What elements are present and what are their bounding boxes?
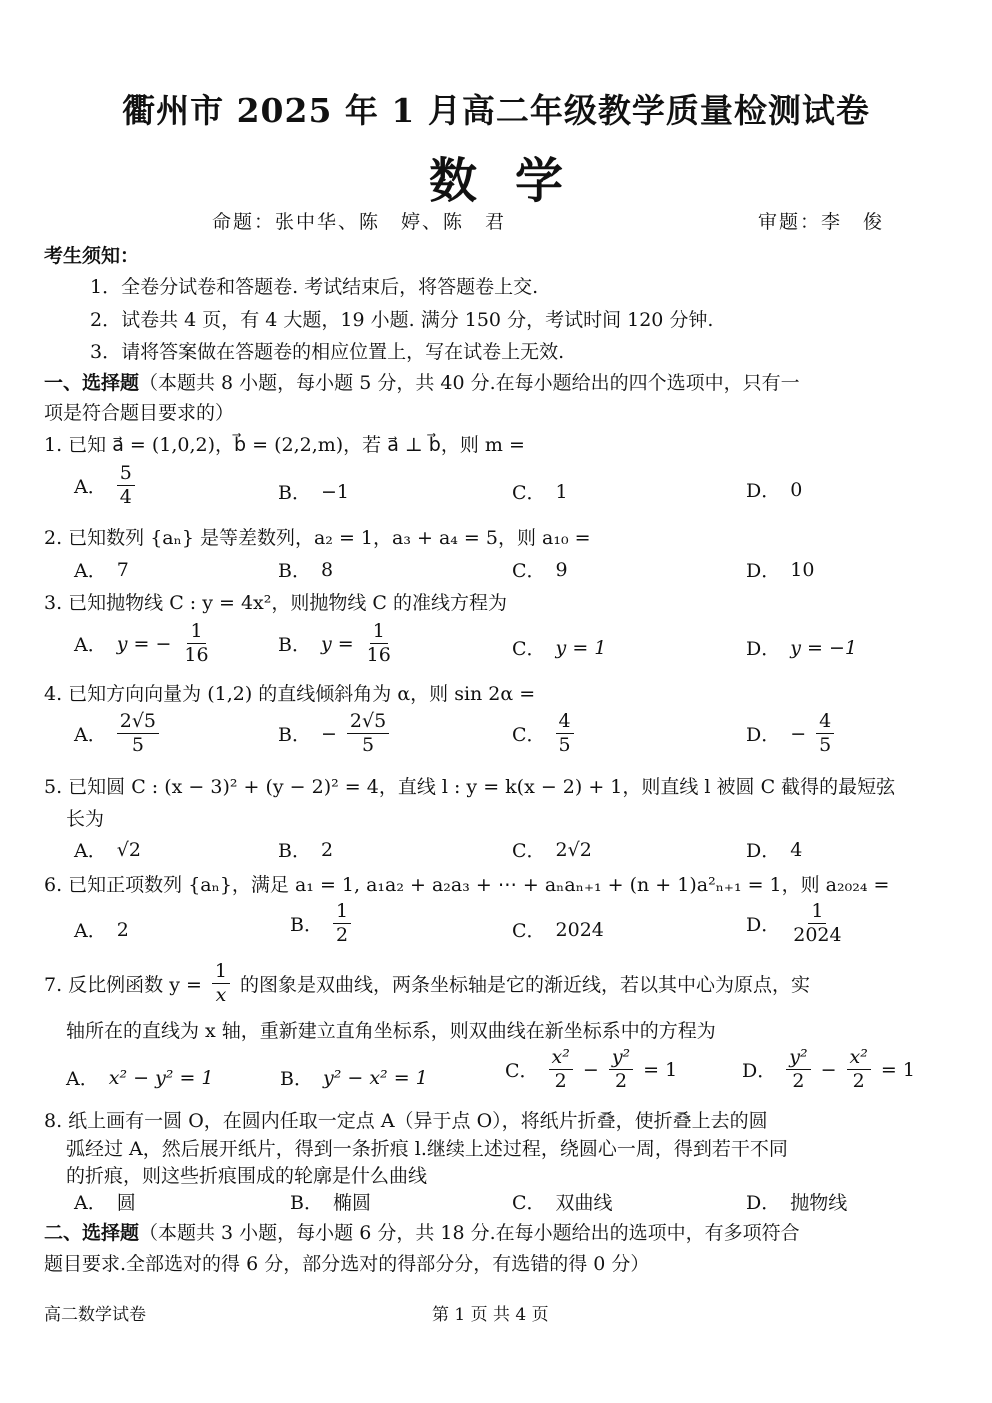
option-value: 0: [790, 478, 803, 501]
option-value: 10: [790, 558, 815, 581]
fraction: [609, 1048, 633, 1091]
option-label: D．: [746, 560, 781, 582]
option-label: B．: [290, 1192, 323, 1214]
denominator: 16: [366, 644, 391, 666]
fraction: [556, 712, 574, 755]
q5-option-d: [746, 836, 802, 863]
numerator: 1: [212, 962, 230, 984]
fraction: [117, 464, 135, 507]
option-label: C．: [512, 638, 546, 660]
option-label: D．: [746, 638, 781, 660]
q8-option-a: [74, 1188, 136, 1215]
fraction: [847, 1048, 871, 1091]
q1-option-a: [74, 464, 135, 507]
q3-option-b: [278, 622, 394, 665]
reviewer-line: 审题：李 俊: [758, 211, 885, 233]
q2-option-d: [746, 556, 814, 583]
section1-title: 一、选择题: [44, 372, 140, 394]
minus-sign: −: [582, 1058, 599, 1081]
minus-sign: −: [820, 1058, 837, 1081]
denominator: 2: [335, 924, 349, 946]
footer-left: 高二数学试卷: [44, 1305, 146, 1325]
numerator: x²: [847, 1048, 871, 1070]
q7-option-d: [742, 1048, 915, 1091]
denominator: 16: [184, 644, 209, 666]
option-label: D．: [742, 1060, 777, 1082]
fraction: [347, 712, 389, 755]
option-label: D．: [746, 480, 781, 502]
fraction: [786, 1048, 810, 1091]
notice-heading: 考生须知：: [44, 245, 140, 267]
q2-option-a: [74, 556, 129, 583]
option-label: B．: [290, 914, 323, 936]
option-value: 抛物线: [790, 1192, 848, 1214]
question-5: 5. 已知圆 C : (x − 3)² + (y − 2)² = 4，直线 l : y = k(x − 2) + 1，则直线 l 被圆 C 截得的最短弦: [44, 776, 896, 798]
option-label: A．: [66, 1068, 99, 1090]
q6-option-b: [290, 902, 351, 945]
fraction: [790, 902, 844, 945]
option-prefix: y =: [320, 632, 354, 655]
numerator: y²: [609, 1048, 633, 1070]
q5-option-a: [74, 836, 141, 863]
notice-item: 2．试卷共 4 页，有 4 大题，19 小题. 满分 150 分，考试时间 120 分钟.: [90, 309, 714, 331]
option-value: 2: [116, 918, 129, 941]
q4-option-b: [278, 712, 389, 755]
option-label: C．: [512, 560, 546, 582]
notice-item: 3．请将答案做在答题卷的相应位置上，写在试卷上无效.: [90, 341, 565, 363]
q7-option-b: [280, 1064, 428, 1091]
option-label: A．: [74, 1192, 107, 1214]
q5-option-b: [278, 836, 333, 863]
option-label: A．: [74, 560, 107, 582]
q1-option-b: [278, 478, 349, 505]
numerator: 1: [808, 902, 826, 924]
section1-desc: （本题共 8 小题，每小题 5 分，共 40 分.在每小题给出的四个选项中，只有一: [139, 372, 800, 394]
section1-desc-2: 项是符合题目要求的）: [44, 402, 235, 424]
question-5-line2: 长为: [66, 808, 105, 830]
option-value: 4: [790, 838, 803, 861]
q2-option-c: [512, 556, 568, 583]
q6-option-c: [512, 916, 604, 943]
option-value: 7: [116, 558, 129, 581]
fraction: [816, 712, 834, 755]
option-label: C．: [512, 724, 546, 746]
option-label: A．: [74, 476, 107, 498]
q7-option-c: [505, 1048, 677, 1091]
numerator: x²: [549, 1048, 573, 1070]
denominator: 2024: [793, 924, 842, 946]
numerator: 1: [187, 622, 205, 644]
subject-title: 数学: [428, 153, 601, 209]
q1-option-c: [512, 478, 568, 505]
option-value: 8: [320, 558, 334, 581]
q1-option-d: [746, 476, 802, 503]
option-label: B．: [278, 634, 311, 656]
option-label: C．: [512, 840, 546, 862]
option-label: A．: [74, 634, 107, 656]
option-label: B．: [280, 1068, 313, 1090]
question-6: 6. 已知正项数列 {aₙ}，满足 a₁ = 1, a₁a₂ + a₂a₃ + ⋯ + aₙaₙ₊₁ + (n + 1)a²ₙ₊₁ = 1，则 a₂₀₂₄ =: [44, 874, 890, 896]
question-7: [44, 962, 810, 1005]
q3-option-d: [746, 634, 857, 661]
section2-title: 二、选择题: [44, 1222, 140, 1244]
option-prefix: −: [790, 722, 807, 745]
numerator: 4: [816, 712, 834, 734]
option-label: D．: [746, 1192, 781, 1214]
option-value: y = 1: [555, 636, 607, 659]
denominator: 2: [614, 1070, 628, 1092]
option-value: x² − y² = 1: [108, 1066, 214, 1089]
section2-desc: （本题共 3 小题，每小题 6 分，共 18 分.在每小题给出的选项中，有多项符合: [139, 1222, 800, 1244]
numerator: 1: [333, 902, 351, 924]
question-8-line2: 弧经过 A，然后展开纸片，得到一条折痕 l.继续上述过程，绕圆心一周，得到若干不同: [66, 1138, 788, 1160]
q4-option-d: [746, 712, 834, 755]
numerator: 2√5: [347, 712, 389, 734]
option-value: 双曲线: [555, 1192, 613, 1214]
denominator: 2: [554, 1070, 567, 1092]
q8-option-d: [746, 1188, 847, 1215]
page-number: 第 1 页 共 4 页: [432, 1305, 549, 1325]
fraction: [364, 622, 394, 665]
numerator: 5: [117, 464, 135, 486]
option-label: D．: [746, 724, 781, 746]
denominator: 5: [558, 734, 571, 756]
q7-option-a: [66, 1064, 214, 1091]
q3-option-c: [512, 634, 606, 661]
option-value: 1: [555, 480, 568, 503]
fraction: [549, 1048, 573, 1091]
option-prefix: y = −: [116, 632, 172, 655]
section2-heading: [44, 1218, 800, 1245]
option-label: B．: [278, 482, 311, 504]
question-8-line3: 的折痕，则这些折痕围成的轮廓是什么曲线: [66, 1165, 428, 1187]
q3-option-a: [74, 622, 212, 665]
question-1: 1. 已知 a⃗ = (1,0,2)，b⃗ = (2,2,m)，若 a⃗ ⊥ b⃗，则 m =: [44, 434, 525, 456]
section2-desc-2: 题目要求.全部选对的得 6 分，部分选对的得部分分，有选错的得 0 分）: [44, 1253, 650, 1275]
option-value: 椭圆: [332, 1192, 371, 1214]
question-4: 4. 已知方向向量为 (1,2) 的直线倾斜角为 α，则 sin 2α =: [44, 683, 536, 705]
option-value: 2: [320, 838, 334, 861]
option-label: A．: [74, 840, 107, 862]
option-value: y = −1: [790, 636, 857, 659]
section1-heading: [44, 368, 800, 395]
option-label: A．: [74, 920, 107, 942]
fraction: [181, 622, 211, 665]
question-2: 2. 已知数列 {aₙ} 是等差数列，a₂ = 1，a₃ + a₄ = 5，则 a₁₀ =: [44, 527, 591, 549]
fraction: [333, 902, 351, 945]
q4-option-c: [512, 712, 574, 755]
denominator: 5: [819, 734, 832, 756]
option-value: √2: [116, 838, 141, 861]
question-7-line2: 轴所在的直线为 x 轴，重新建立直角坐标系，则双曲线在新坐标系中的方程为: [66, 1020, 716, 1042]
q5-option-c: [512, 836, 592, 863]
fraction: [212, 962, 230, 1005]
option-value: −1: [320, 480, 349, 503]
option-value: 2√2: [555, 838, 592, 861]
denominator: 4: [119, 486, 132, 508]
option-label: B．: [278, 840, 311, 862]
denominator: 5: [361, 734, 375, 756]
option-value: y² − x² = 1: [322, 1066, 428, 1089]
q7-post: 的图象是双曲线，两条坐标轴是它的渐近线，若以其中心为原点，实: [240, 974, 811, 996]
denominator: x: [215, 984, 227, 1006]
option-label: C．: [512, 1192, 546, 1214]
q7-pre: 7. 反比例函数 y =: [44, 974, 202, 996]
numerator: 4: [556, 712, 574, 734]
equals: = 1: [643, 1058, 678, 1081]
numerator: y²: [786, 1048, 810, 1070]
option-label: B．: [278, 560, 311, 582]
question-3: 3. 已知抛物线 C : y = 4x²，则抛物线 C 的准线方程为: [44, 592, 507, 614]
option-label: C．: [505, 1060, 539, 1082]
question-8: 8. 纸上画有一圆 O，在圆内任取一定点 A（异于点 O），将纸片折叠，使折叠上去的圆: [44, 1110, 768, 1132]
exam-title: 衢州市 2025 年 1 月高二年级教学质量检测试卷: [122, 91, 870, 130]
q4-option-a: [74, 712, 159, 755]
authors-line: 命题：张中华、陈 婷、陈 君: [212, 211, 507, 233]
option-value: 9: [555, 558, 568, 581]
numerator: 2√5: [117, 712, 159, 734]
option-label: D．: [746, 840, 781, 862]
q8-option-c: [512, 1188, 613, 1215]
option-label: C．: [512, 920, 546, 942]
option-label: D．: [746, 914, 781, 936]
equals: = 1: [880, 1058, 915, 1081]
option-label: A．: [74, 724, 107, 746]
option-prefix: −: [320, 722, 337, 745]
denominator: 2: [852, 1070, 865, 1092]
q2-option-b: [278, 556, 333, 583]
option-label: B．: [278, 724, 311, 746]
denominator: 2: [792, 1070, 805, 1092]
q6-option-a: [74, 916, 129, 943]
option-value: 2024: [555, 918, 604, 941]
option-value: 圆: [116, 1192, 136, 1214]
denominator: 5: [131, 734, 144, 756]
numerator: 1: [370, 622, 388, 644]
option-label: C．: [512, 482, 546, 504]
q6-option-d: [746, 902, 845, 945]
notice-item: 1．全卷分试卷和答题卷. 考试结束后，将答题卷上交.: [90, 276, 539, 298]
q8-option-b: [290, 1188, 371, 1215]
fraction: [117, 712, 159, 755]
